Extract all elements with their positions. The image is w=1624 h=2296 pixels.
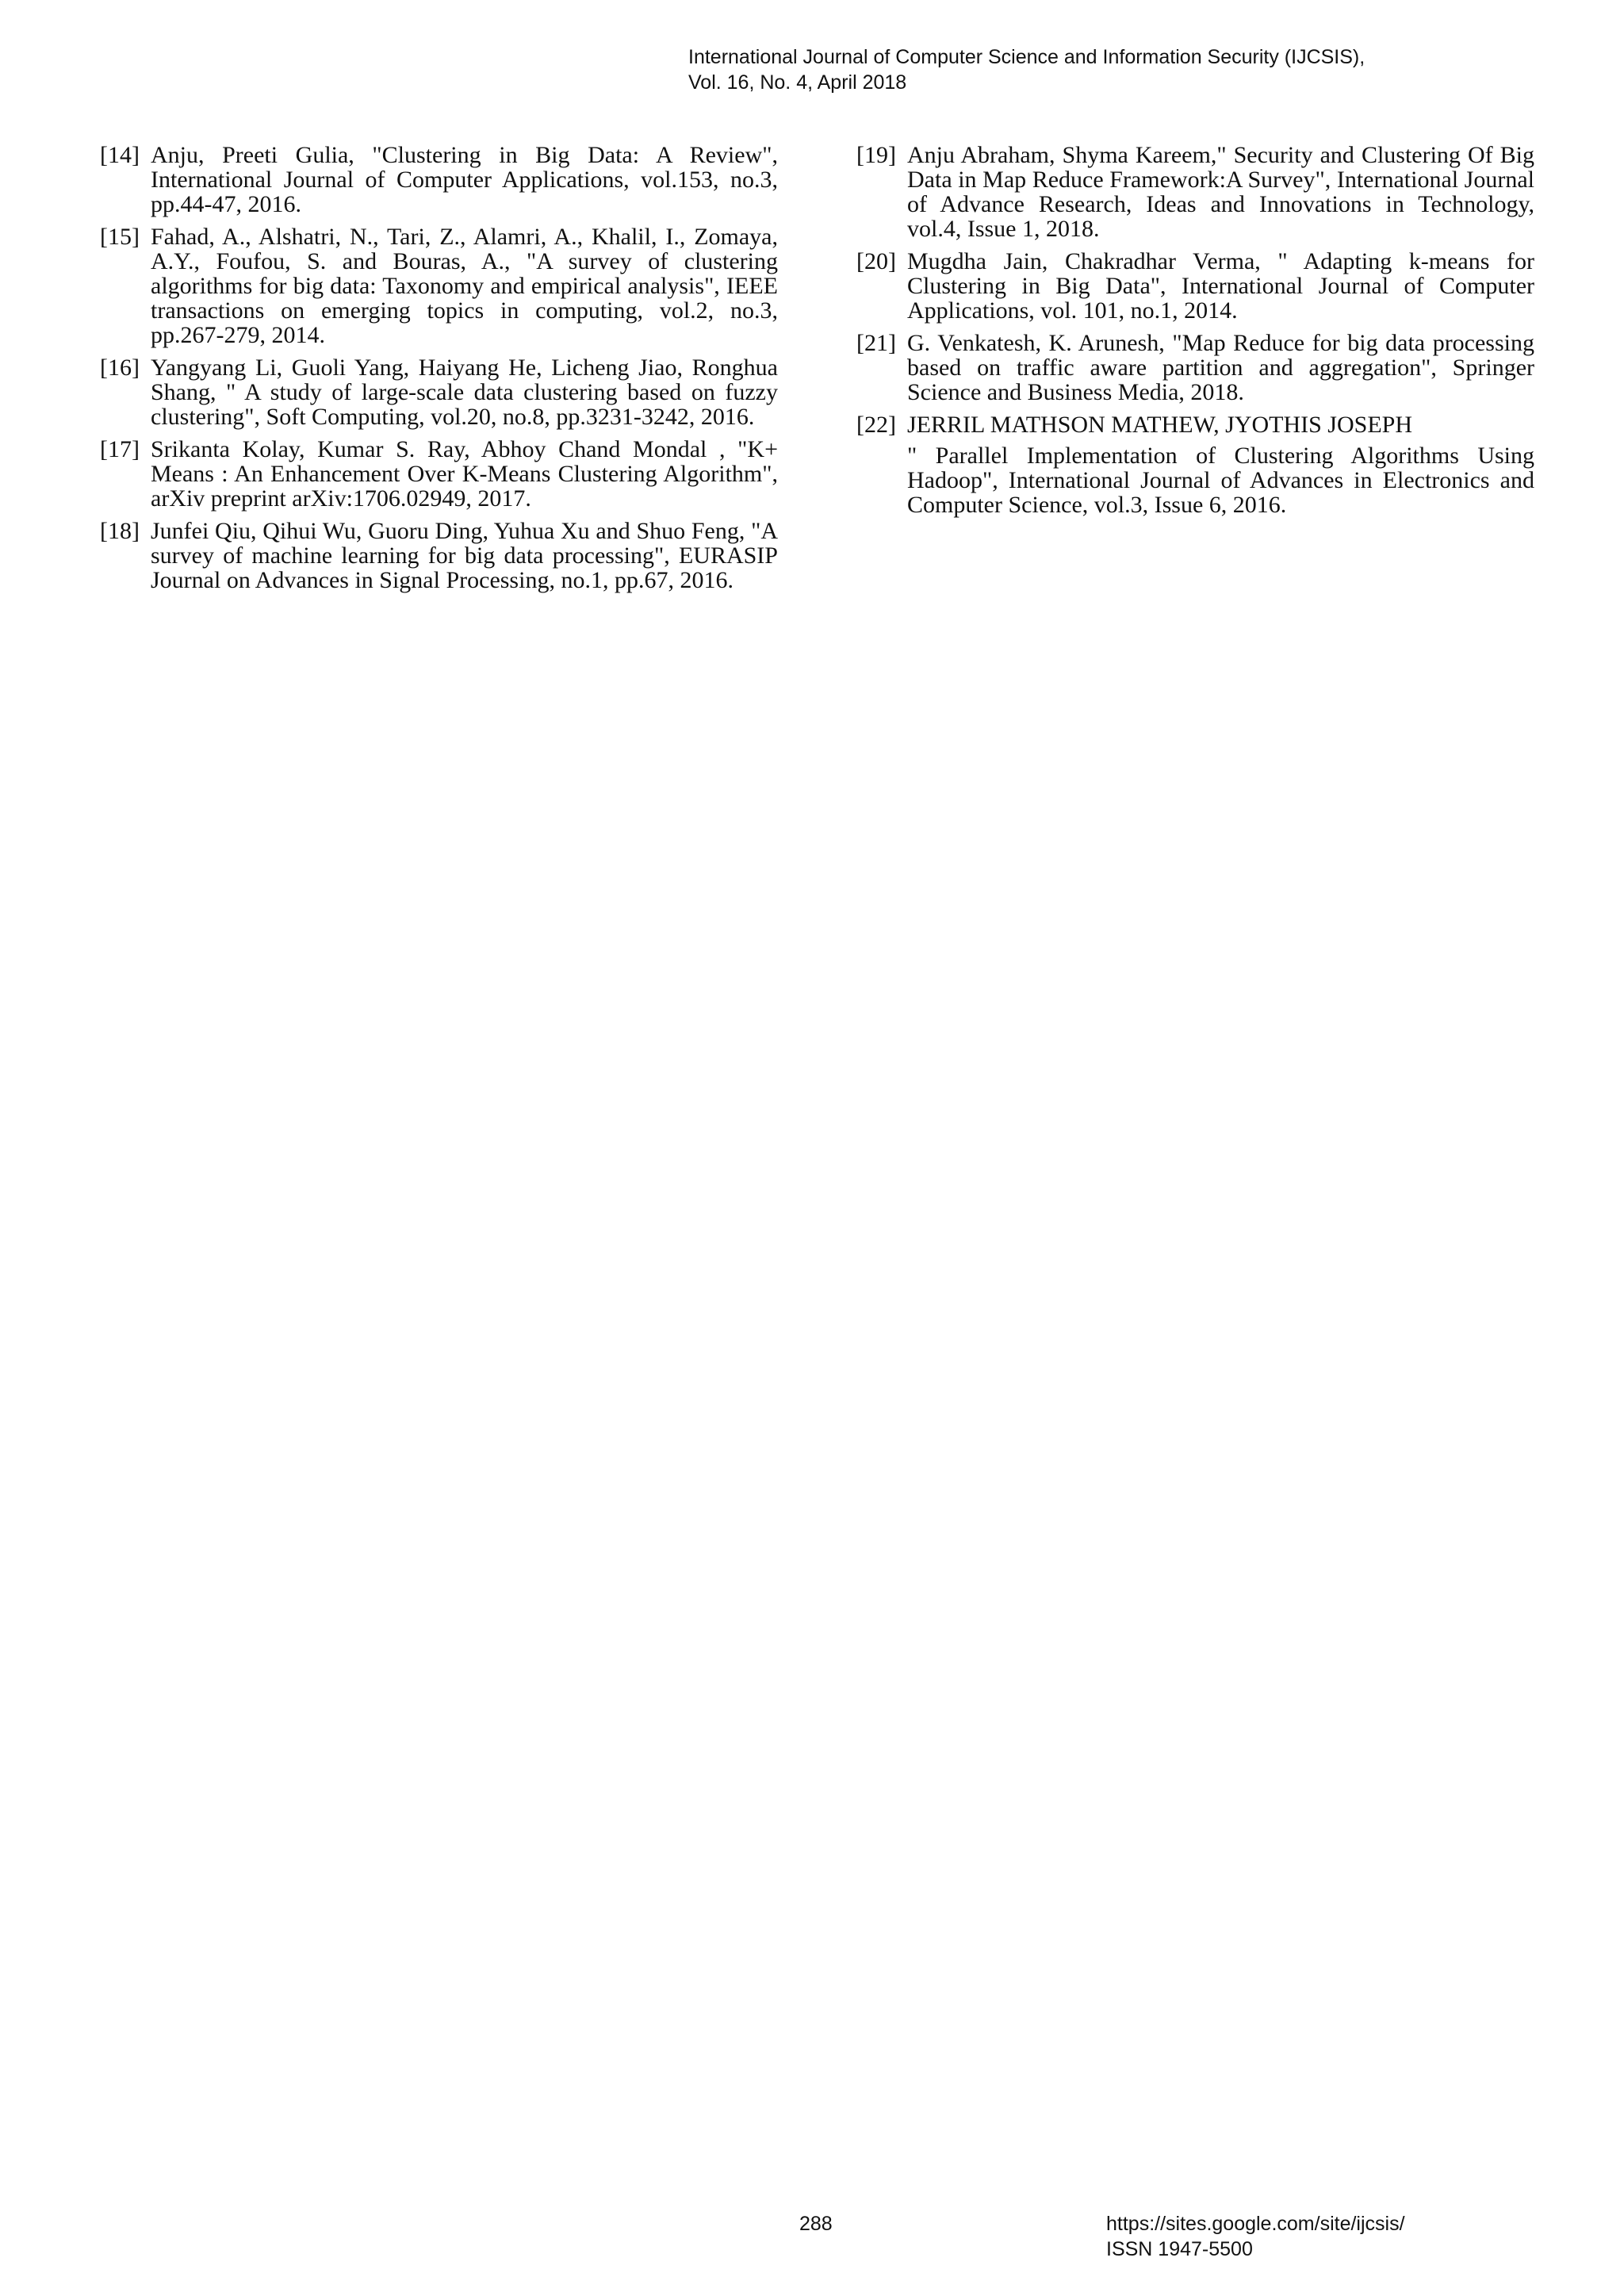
reference-text: Anju Abraham, Shyma Kareem," Security and Clustering Of Big Data in Map Reduce Framework:A Survey", International Journal of Advance Research, Ideas and Innovations in Technology, vol.4, Issue 1, 2018.	[907, 142, 1534, 242]
reference-text: Yangyang Li, Guoli Yang, Haiyang He, Licheng Jiao, Ronghua Shang, " A study of large-scale data clustering based on fuzzy clustering", Soft Computing, vol.20, no.8, pp.3231-3242, 2016.	[151, 355, 778, 430]
reference-item	[100, 224, 778, 347]
reference-number: [17]	[100, 436, 140, 462]
reference-item	[856, 249, 1534, 323]
footer-issn: ISSN 1947-5500	[1106, 2238, 1253, 2260]
reference-item	[856, 331, 1534, 404]
reference-item	[856, 412, 1534, 517]
reference-text: Anju, Preeti Gulia, "Clustering in Big Data: A Review", International Journal of Computer Applications, vol.153, no.3, pp.44-47, 2016.	[151, 142, 778, 217]
footer-url: https://sites.google.com/site/ijcsis/	[1106, 2213, 1405, 2235]
reference-number: [20]	[856, 248, 896, 274]
reference-item	[100, 437, 778, 511]
reference-text: Srikanta Kolay, Kumar S. Ray, Abhoy Chand Mondal , "K+ Means : An Enhancement Over K-Means Clustering Algorithm", arXiv preprint arXiv:1706.02949, 2017.	[151, 436, 778, 512]
reference-number: [14]	[100, 142, 140, 168]
reference-authors: JERRIL MATHSON MATHEW, JYOTHIS JOSEPH	[907, 412, 1413, 438]
reference-number: [21]	[856, 330, 896, 356]
footer-info	[1106, 2211, 1405, 2262]
reference-text	[907, 412, 1534, 517]
reference-item	[100, 143, 778, 217]
reference-text: Junfei Qiu, Qihui Wu, Guoru Ding, Yuhua Xu and Shuo Feng, "A survey of machine learning for big data processing", EURASIP Journal on Advances in Signal Processing, no.1, pp.67, 2016.	[151, 518, 778, 593]
reference-item	[100, 355, 778, 429]
reference-item	[856, 143, 1534, 241]
reference-number: [15]	[100, 224, 140, 250]
reference-item	[100, 519, 778, 592]
reference-number: [22]	[856, 412, 896, 438]
reference-text: Mugdha Jain, Chakradhar Verma, " Adapting k-means for Clustering in Big Data", International Journal of Computer Applications, vol. 101, no.1, 2014.	[907, 248, 1534, 324]
page-number: 288	[799, 2213, 833, 2235]
reference-number: [16]	[100, 355, 140, 381]
references-left-column	[100, 143, 778, 600]
journal-header-issue: Vol. 16, No. 4, April 2018	[688, 71, 907, 94]
reference-text: G. Venkatesh, K. Arunesh, "Map Reduce for big data processing based on traffic aware partition and aggregation", Springer Science and Business Media, 2018.	[907, 330, 1534, 405]
journal-header	[688, 44, 1365, 95]
reference-title-continuation: " Parallel Implementation of Clustering Algorithms Using Hadoop", International Journal of Advances in Electronics and Computer Science, vol.3, Issue 6, 2016.	[907, 443, 1534, 518]
reference-text: Fahad, A., Alshatri, N., Tari, Z., Alamri, A., Khalil, I., Zomaya, A.Y., Foufou, S. and Bouras, A., "A survey of clustering algorithms for big data: Taxonomy and empirical analysis", IEEE transactions on emerging topics in computing, vol.2, no.3, pp.267-279, 2014.	[151, 224, 778, 348]
journal-header-title: International Journal of Computer Science and Information Security (IJCSIS),	[688, 46, 1365, 68]
references-right-column	[856, 143, 1534, 525]
reference-number: [19]	[856, 142, 896, 168]
reference-number: [18]	[100, 518, 140, 544]
